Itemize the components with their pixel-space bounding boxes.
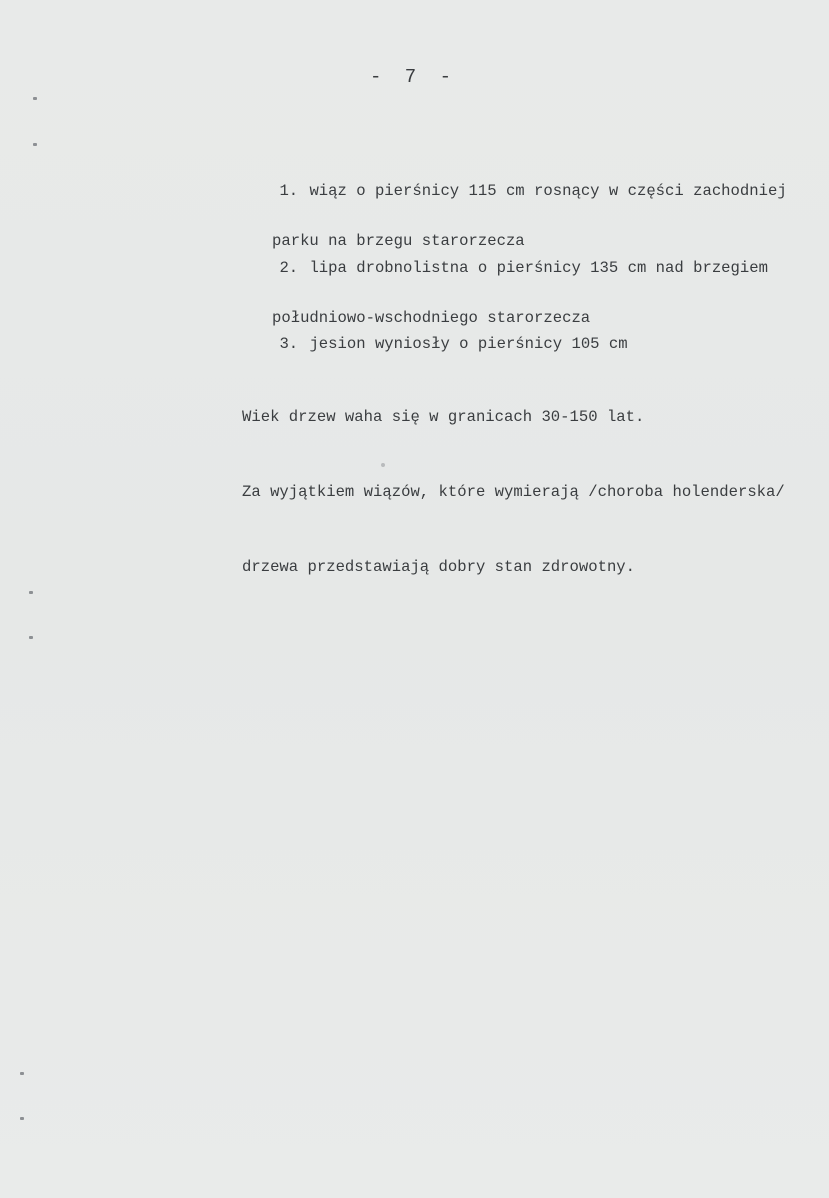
list-item-text-continued: parku na brzegu starorzecza bbox=[272, 232, 525, 250]
margin-mark bbox=[29, 636, 33, 639]
summary-paragraph bbox=[242, 355, 785, 630]
paragraph-line: drzewa przedstawiają dobry stan zdrowotny. bbox=[242, 558, 636, 576]
paragraph-line: Wiek drzew waha się w granicach 30-150 lat. bbox=[242, 408, 645, 426]
paragraph-line: Za wyjątkiem wiązów, które wymierają /choroba holenderska/ bbox=[242, 483, 785, 501]
list-item-text: wiąz o pierśnicy 115 cm rosnący w części zachodniej bbox=[309, 182, 787, 200]
list-item-number: 3. bbox=[279, 335, 299, 353]
margin-mark bbox=[20, 1117, 24, 1120]
margin-mark bbox=[29, 591, 33, 594]
margin-mark bbox=[33, 97, 37, 100]
margin-mark bbox=[20, 1072, 24, 1075]
list-item-text: jesion wyniosły o pierśnicy 105 cm bbox=[309, 335, 628, 353]
list-item-text-continued: południowo-wschodniego starorzecza bbox=[272, 309, 591, 327]
list-item-number: 2. bbox=[279, 259, 299, 277]
list-item-number: 1. bbox=[279, 182, 299, 200]
list-item-text: lipa drobnolistna o pierśnicy 135 cm nad brzegiem bbox=[309, 259, 768, 277]
page-number: - 7 - bbox=[370, 66, 458, 88]
margin-mark bbox=[33, 143, 37, 146]
